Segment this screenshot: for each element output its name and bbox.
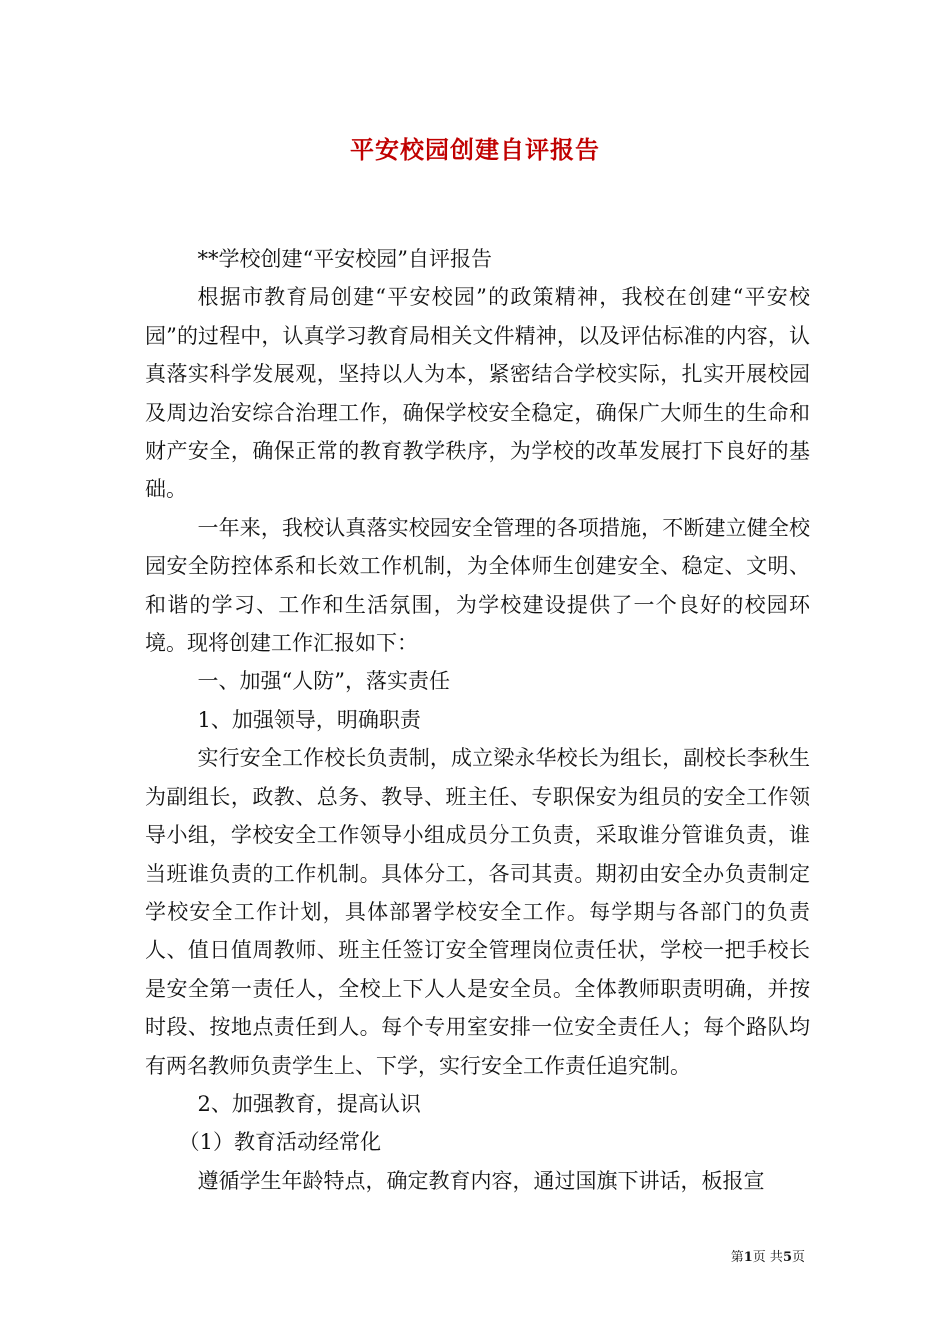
page-number-total: 5 bbox=[782, 1250, 792, 1265]
page-number bbox=[731, 1246, 805, 1265]
page-number-suffix: 页 bbox=[791, 1250, 805, 1265]
subsection-heading-1-1: 1、加强领导，明确职责 bbox=[197, 707, 421, 732]
paragraph-intro: 根据市教育局创建“平安校园”的政策精神，我校在创建“平安校园”的过程中，认真学习教育局相关文件精神，以及评估标准的内容，认真落实科学发展观，坚持以人为本，紧密结合学校实际，扎实开展校园及周边治安综合治理工作，确保学校安全稳定，确保广大师生的生命和财产安全，确保正常的教育教学秩序，为学校的改革发展打下良好的基础。 bbox=[145, 285, 810, 502]
page-number-prefix: 第 bbox=[730, 1250, 744, 1265]
paragraph-report-heading: **学校创建“平安校园”自评报告 bbox=[197, 247, 492, 271]
document-body bbox=[145, 240, 810, 1200]
page-number-middle: 页 共 bbox=[752, 1250, 783, 1265]
section-heading-1: 一、加强“人防”，落实责任 bbox=[197, 669, 450, 694]
paragraph-overview: 一年来，我校认真落实校园安全管理的各项措施，不断建立健全校园安全防控体系和长效工作机制，为全体师生创建安全、稳定、文明、和谐的学习、工作和生活氛围，为学校建设提供了一个良好的校园环境。现将创建工作汇报如下： bbox=[145, 515, 810, 656]
page-title: 平安校园创建自评报告 bbox=[350, 135, 600, 164]
subsection-heading-1-2-1: （1）教育活动经常化 bbox=[178, 1130, 381, 1155]
paragraph-education: 遵循学生年龄特点，确定教育内容，通过国旗下讲话，板报宣 bbox=[197, 1168, 765, 1193]
page-number-current: 1 bbox=[743, 1250, 753, 1265]
paragraph-responsibility: 实行安全工作校长负责制，成立梁永华校长为组长，副校长李秋生为副组长，政教、总务、教导、班主任、专职保安为组员的安全工作领导小组，学校安全工作领导小组成员分工负责，采取谁分管谁负责，谁当班谁负责的工作机制。具体分工，各司其责。期初由安全办负责制定学校安全工作计划，具体部署学校安全工作。每学期与各部门的负责人、值日值周教师、班主任签订安全管理岗位责任状，学校一把手校长是安全第一责任人，全校上下人人是安全员。全体教师职责明确，并按时段、按地点责任到人。每个专用室安排一位安全责任人；每个路队均有两名教师负责学生上、下学，实行安全工作责任追究制。 bbox=[145, 746, 810, 1078]
subsection-heading-1-2: 2、加强教育，提高认识 bbox=[197, 1091, 421, 1116]
